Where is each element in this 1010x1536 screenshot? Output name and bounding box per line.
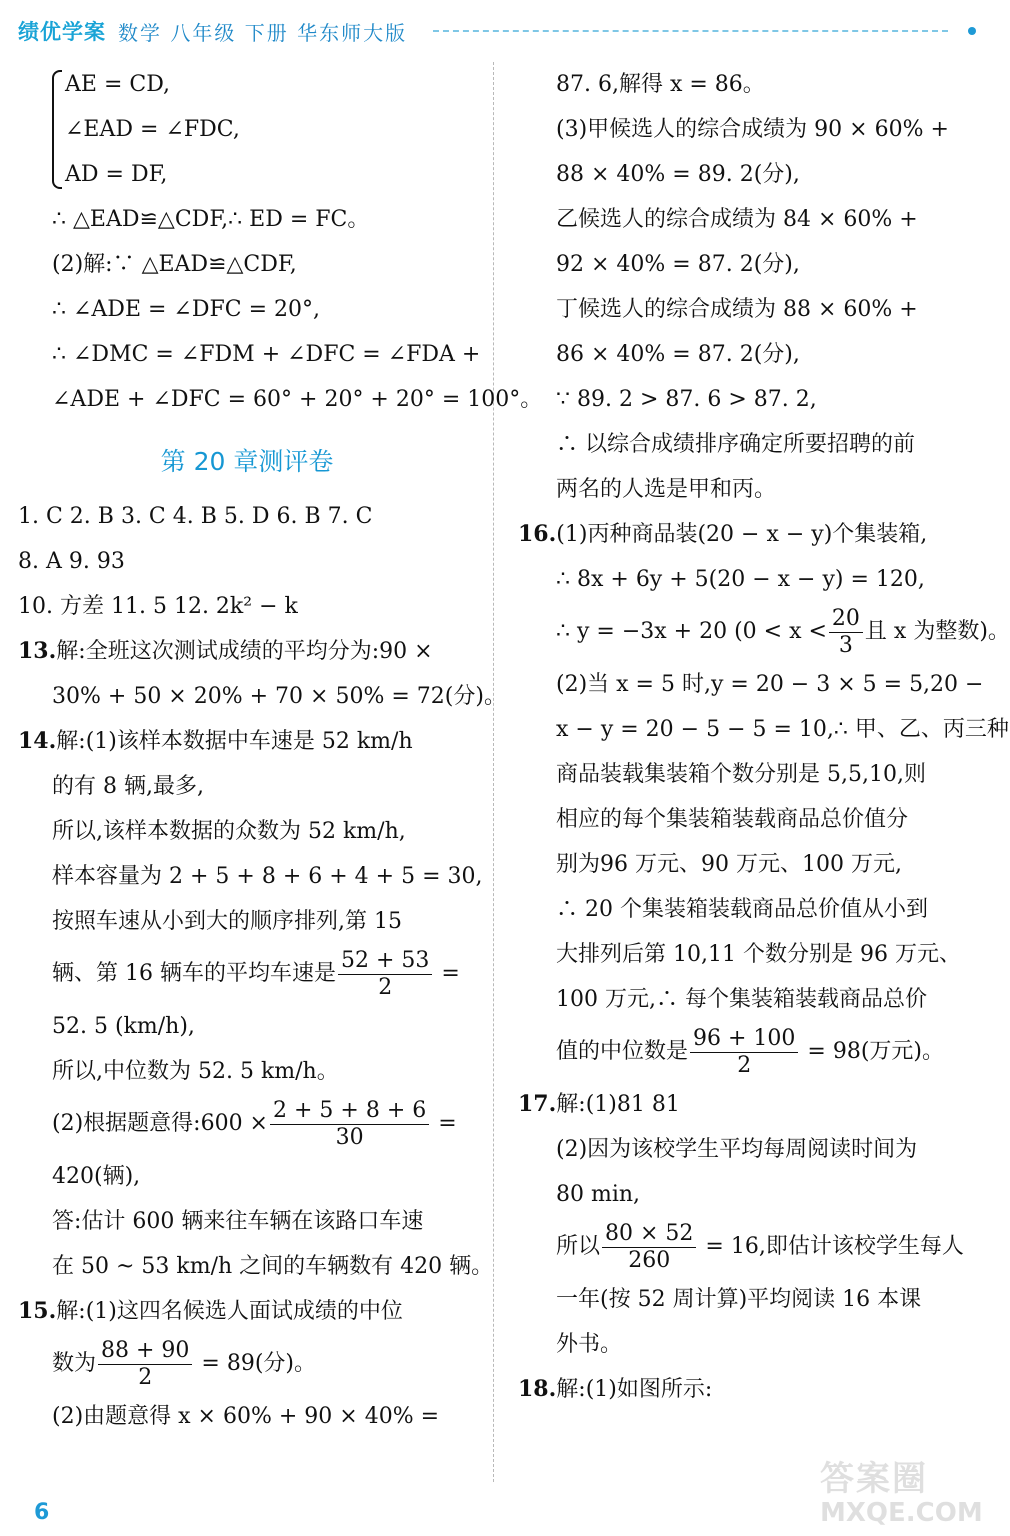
fraction-numerator: 88 + 90 bbox=[98, 1338, 192, 1365]
text-fragment: = bbox=[431, 1111, 457, 1136]
question-number: 15. bbox=[18, 1298, 57, 1324]
chapter-title: 第 20 章测评卷 bbox=[160, 447, 334, 476]
question-number: 14. bbox=[18, 728, 57, 754]
text-line: (1)丙种商品装(20 − x − y)个集装箱, bbox=[556, 522, 928, 547]
fraction bbox=[690, 1026, 798, 1079]
text-line: 87. 6,解得 x = 86。 bbox=[556, 72, 765, 97]
brace-system bbox=[18, 62, 476, 197]
right-column bbox=[518, 62, 1010, 1412]
text-fragment: 辆、第 16 辆车的平均车速是 bbox=[52, 961, 336, 986]
text-line: 30% + 50 × 20% + 70 × 50% = 72(分)。 bbox=[52, 684, 506, 709]
text-line: ∴ 20 个集装箱装载商品总价值从小到 bbox=[556, 897, 928, 922]
text-line: (2)由题意得 x × 60% + 90 × 40% = bbox=[52, 1404, 440, 1429]
text-line: 的有 8 辆,最多, bbox=[52, 774, 204, 799]
text-line: 所以,中位数为 52. 5 km/h。 bbox=[52, 1059, 339, 1084]
fraction-line bbox=[518, 602, 1010, 662]
fraction bbox=[602, 1221, 696, 1274]
text-line: ∴ ∠ADE = ∠DFC = 20°, bbox=[52, 297, 321, 322]
answer-line: 8. A 9. 93 bbox=[18, 549, 125, 574]
watermark-text: 答案圈 bbox=[820, 1459, 928, 1499]
brand-logo: 绩优学案 bbox=[18, 20, 106, 44]
text-line: 大排列后第 10,11 个数分别是 96 万元、 bbox=[556, 942, 961, 967]
brace-line: AE = CD, bbox=[65, 72, 171, 97]
fraction-denominator: 30 bbox=[335, 1124, 364, 1150]
fraction-denominator: 2 bbox=[737, 1052, 752, 1078]
text-fragment: 且 x 为整数)。 bbox=[864, 619, 1010, 644]
fraction bbox=[98, 1338, 192, 1391]
fraction-denominator: 3 bbox=[838, 632, 853, 658]
text-line: 86 × 40% = 87. 2(分), bbox=[556, 342, 800, 367]
text-line: 别为96 万元、90 万元、100 万元, bbox=[556, 852, 902, 877]
text-line: 解:(1)如图所示: bbox=[556, 1377, 713, 1402]
text-line: x − y = 20 − 5 − 5 = 10,∴ 甲、乙、丙三种 bbox=[556, 717, 1009, 742]
answer-line: 10. 方差 11. 5 12. 2k² − k bbox=[18, 594, 298, 619]
text-line: 外书。 bbox=[556, 1332, 623, 1357]
left-brace-icon bbox=[52, 70, 62, 189]
page-number: 6 bbox=[34, 1500, 50, 1525]
text-line: 解:(1)这四名候选人面试成绩的中位 bbox=[56, 1299, 403, 1324]
text-fragment: 数为 bbox=[52, 1351, 97, 1376]
page-header bbox=[18, 14, 976, 48]
text-line: (3)甲候选人的综合成绩为 90 × 60% + bbox=[556, 117, 949, 142]
header-dashed-line bbox=[433, 30, 948, 32]
text-line: ∠ADE + ∠DFC = 60° + 20° + 20° = 100°。 bbox=[52, 387, 543, 412]
text-line: (2)当 x = 5 时,y = 20 − 3 × 5 = 5,20 − bbox=[556, 672, 984, 697]
question-number: 18. bbox=[518, 1376, 557, 1402]
text-line: ∵ 89. 2 > 87. 6 > 87. 2, bbox=[556, 387, 817, 412]
fraction bbox=[270, 1098, 429, 1151]
text-line: 解:(1)该样本数据中车速是 52 km/h bbox=[56, 729, 413, 754]
text-line: 一年(按 52 周计算)平均阅读 16 本课 bbox=[556, 1287, 922, 1312]
text-line: 相应的每个集装箱装载商品总价值分 bbox=[556, 807, 909, 832]
text-line: 商品装载集装箱个数分别是 5,5,10,则 bbox=[556, 762, 926, 787]
text-line: 在 50 ~ 53 km/h 之间的车辆数有 420 辆。 bbox=[52, 1254, 494, 1279]
text-line: 420(辆), bbox=[52, 1164, 141, 1189]
text-line: ∴ ∠DMC = ∠FDM + ∠DFC = ∠FDA + bbox=[52, 342, 481, 367]
text-line: ∴ 以综合成绩排序确定所要招聘的前 bbox=[556, 432, 915, 457]
fraction-line bbox=[518, 1217, 978, 1277]
watermark-logo bbox=[820, 1459, 983, 1532]
brace-line: AD = DF, bbox=[65, 162, 168, 187]
text-line: 丁候选人的综合成绩为 88 × 60% + bbox=[556, 297, 918, 322]
text-fragment: = 16,即估计该校学生每人 bbox=[698, 1234, 964, 1259]
text-line: 88 × 40% = 89. 2(分), bbox=[556, 162, 800, 187]
text-fragment: ∴ y = −3x + 20 (0 < x < bbox=[556, 619, 827, 644]
text-fragment: = 89(分)。 bbox=[194, 1351, 317, 1376]
fraction-numerator: 96 + 100 bbox=[690, 1026, 798, 1053]
text-line: ∴ 8x + 6y + 5(20 − x − y) = 120, bbox=[556, 567, 925, 592]
text-line: 解:(1)81 81 bbox=[556, 1092, 680, 1117]
text-line: 52. 5 (km/h), bbox=[52, 1014, 195, 1039]
fraction-denominator: 2 bbox=[378, 974, 393, 1000]
text-fragment: = 98(万元)。 bbox=[800, 1039, 945, 1064]
fraction-numerator: 80 × 52 bbox=[602, 1221, 696, 1248]
text-line: 所以,该样本数据的众数为 52 km/h, bbox=[52, 819, 406, 844]
text-line: 100 万元,∴ 每个集装箱装载商品总价 bbox=[556, 987, 927, 1012]
text-line: 样本容量为 2 + 5 + 8 + 6 + 4 + 5 = 30, bbox=[52, 864, 483, 889]
watermark-url: MXQE.COM bbox=[820, 1498, 983, 1528]
text-fragment: 值的中位数是 bbox=[556, 1039, 689, 1064]
answer-line: 1. C 2. B 3. C 4. B 5. D 6. B 7. C bbox=[18, 504, 373, 529]
text-line: 80 min, bbox=[556, 1182, 641, 1207]
question-number: 13. bbox=[18, 638, 57, 664]
text-line: 按照车速从小到大的顺序排列,第 15 bbox=[52, 909, 402, 934]
fraction-line bbox=[18, 944, 476, 1004]
question-number: 17. bbox=[518, 1091, 557, 1117]
text-fragment: (2)根据题意得:600 × bbox=[52, 1111, 268, 1136]
question-number: 16. bbox=[518, 521, 557, 547]
fraction-line bbox=[18, 1334, 476, 1394]
brace-lines bbox=[65, 62, 240, 197]
text-line: (2)因为该校学生平均每周阅读时间为 bbox=[556, 1137, 918, 1162]
header-subject: 数学 八年级 下册 华东师大版 bbox=[118, 20, 408, 45]
text-line: (2)解:∵ △EAD≌△CDF, bbox=[52, 252, 297, 277]
fraction-line bbox=[518, 1022, 978, 1082]
fraction-numerator: 20 bbox=[829, 606, 863, 633]
text-line: 答:估计 600 辆来往车辆在该路口车速 bbox=[52, 1209, 424, 1234]
fraction-numerator: 52 + 53 bbox=[338, 948, 432, 975]
fraction bbox=[338, 948, 432, 1001]
text-line: 两名的人选是甲和丙。 bbox=[556, 477, 777, 502]
header-dot-icon bbox=[968, 27, 976, 35]
text-fragment: = bbox=[434, 961, 460, 986]
brace-line: ∠EAD = ∠FDC, bbox=[65, 117, 240, 142]
column-divider bbox=[493, 62, 494, 1482]
fraction-line bbox=[18, 1094, 476, 1154]
fraction bbox=[829, 606, 863, 659]
fraction-numerator: 2 + 5 + 8 + 6 bbox=[270, 1098, 429, 1125]
text-line: 92 × 40% = 87. 2(分), bbox=[556, 252, 800, 277]
fraction-denominator: 2 bbox=[138, 1364, 153, 1390]
text-line: 解:全班这次测试成绩的平均分为:90 × bbox=[56, 639, 433, 664]
text-fragment: 所以 bbox=[556, 1234, 601, 1259]
text-line: ∴ △EAD≌△CDF,∴ ED = FC。 bbox=[52, 207, 370, 232]
text-line: 乙候选人的综合成绩为 84 × 60% + bbox=[556, 207, 918, 232]
fraction-denominator: 260 bbox=[628, 1247, 671, 1273]
